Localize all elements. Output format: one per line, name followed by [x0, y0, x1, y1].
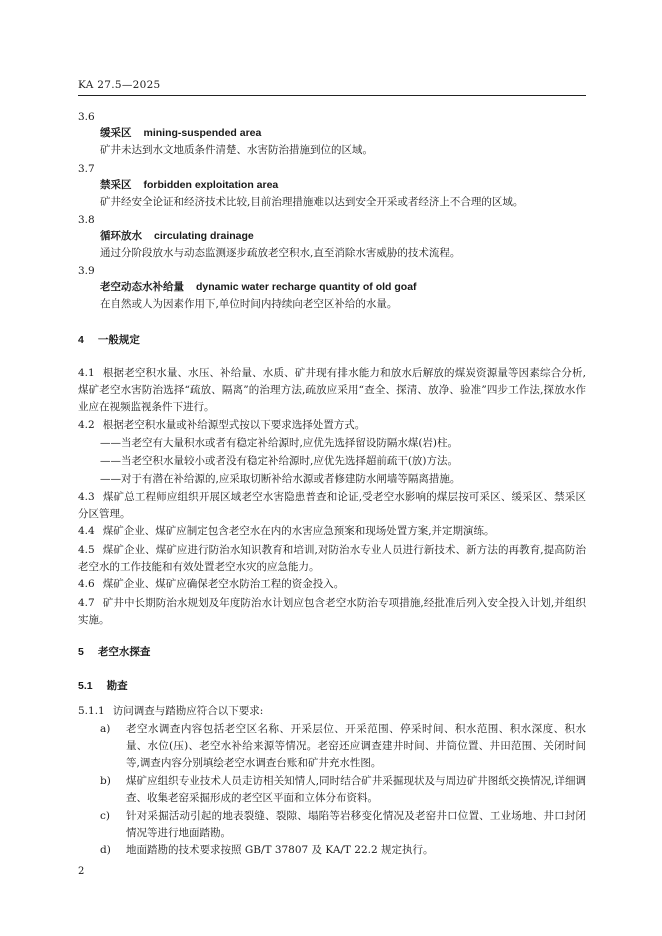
list-item	[100, 843, 586, 857]
term-zh: 循环放水	[100, 230, 142, 242]
section-number: 5	[78, 646, 84, 658]
clause-4-4	[78, 524, 586, 538]
clause-number: 4.2	[78, 419, 95, 431]
term-heading	[100, 280, 417, 294]
clause-number: 4.3	[78, 491, 95, 503]
term-heading	[100, 126, 261, 140]
document-code-header: KA 27.5—2025	[78, 79, 161, 91]
list-item-label: a)	[100, 723, 111, 735]
section-title: 老空水探查	[97, 646, 151, 658]
list-item-text: 老空水调查内容包括老空区名称、开采层位、开采范围、停采时间、积水范围、积水深度、积水量、水位(压)、老空水补给来源等情况。老窑还应调查建井时间、井筒位置、井田范围、关闭时间等,调查内容分别填绘老空水调查台账和矿井充水性图。	[126, 723, 586, 769]
clause-text: 根据老空积水量、水压、补给量、水质、矿井现有排水能力和放水后解放的煤炭资源量等因素综合分析,煤矿老空水害防治选择“疏放、隔离”的治理方法,疏放应采用“查全、探清、放净、验准”四步工作法,探放水作业应在视频监视条件下进行。	[78, 367, 586, 413]
term-en: mining-suspended area	[143, 127, 262, 139]
clause-4-6	[78, 577, 586, 591]
clause-4-1	[78, 365, 586, 416]
term-definition: 在自然或人为因素作用下,单位时间内持续向老空区补给的水量。	[100, 298, 398, 310]
term-heading	[100, 178, 278, 192]
term-number: 3.6	[78, 111, 95, 123]
list-item-label: d)	[100, 844, 111, 856]
term-en: forbidden exploitation area	[143, 179, 279, 191]
clause-number: 4.7	[78, 597, 95, 609]
term-number: 3.9	[78, 265, 95, 277]
list-item-text: 针对采掘活动引起的地表裂缝、裂隙、塌陷等岩移变化情况及老窑井口位置、工业场地、井口封闭情况等进行地面踏勘。	[126, 810, 586, 839]
page-number: 2	[78, 866, 85, 877]
clause-5-1-1	[78, 704, 586, 718]
subsection-number: 5.1	[78, 680, 93, 692]
clause-text: 访问调查与踏勘应符合以下要求:	[112, 705, 264, 717]
dash-item: ——当老空有大量积水或者有稳定补给源时,应优先选择留设防隔水煤(岩)柱。	[100, 437, 459, 449]
term-zh: 老空动态水补给量	[100, 281, 184, 293]
clause-number: 4.1	[78, 367, 95, 379]
list-item	[100, 773, 586, 807]
clause-text: 煤矿企业、煤矿应确保老空水防治工程的资金投入。	[102, 578, 345, 590]
clause-text: 煤矿企业、煤矿应进行防治水知识教育和培训,对防治水专业人员进行新技术、新方法的再教育,提高防治老空水的工作技能和有效处置老空水灾的应急能力。	[78, 544, 586, 573]
clause-text: 煤矿企业、煤矿应制定包含老空水在内的水害应急预案和现场处置方案,并定期演练。	[102, 525, 495, 537]
list-item	[100, 721, 586, 772]
header-rule	[78, 95, 586, 96]
subsection-heading	[78, 679, 128, 693]
clause-4-5	[78, 542, 586, 576]
clause-number: 4.4	[78, 525, 95, 537]
term-definition: 矿井未达到水文地质条件清楚、水害防治措施到位的区域。	[100, 144, 373, 156]
section-number: 4	[78, 334, 84, 346]
clause-4-7	[78, 595, 586, 629]
term-en: circulating drainage	[154, 230, 254, 242]
section-heading	[78, 645, 150, 659]
clause-number: 5.1.1	[78, 705, 105, 717]
clause-text: 矿井中长期防治水规划及年度防治水计划应包含老空水防治专项措施,经批准后列入安全投入计划,并组织实施。	[78, 597, 586, 626]
clause-4-2	[78, 418, 586, 432]
list-item-text: 地面踏勘的技术要求按照 GB/T 37807 及 KA/T 22.2 规定执行。	[126, 844, 434, 856]
clause-number: 4.5	[78, 544, 95, 556]
section-heading	[78, 333, 140, 347]
term-number: 3.8	[78, 214, 95, 226]
term-heading	[100, 229, 254, 243]
term-number: 3.7	[78, 163, 95, 175]
list-item	[100, 808, 586, 842]
clause-text: 煤矿总工程师应组织开展区域老空水害隐患普查和论证,受老空水影响的煤层按可采区、缓采区、禁采区分区管理。	[78, 491, 586, 520]
list-item-text: 煤矿应组织专业技术人员走访相关知情人,同时结合矿井采掘现状及与周边矿井图纸交换情况,详细调查、收集老窑采掘形成的老空区平面和立体分布资料。	[126, 775, 586, 804]
dash-item: ——对于有潜在补给源的,应采取切断补给水源或者修建防水闸墙等隔离措施。	[100, 473, 461, 485]
list-item-label: c)	[100, 810, 110, 822]
term-zh: 禁采区	[100, 179, 132, 191]
clause-text: 根据老空积水量或补给源型式按以下要求选择处置方式。	[102, 419, 366, 431]
term-zh: 缓采区	[100, 127, 132, 139]
term-definition: 通过分阶段放水与动态监测逐步疏放老空积水,直至消除水害威胁的技术流程。	[100, 247, 461, 259]
subsection-title: 勘查	[106, 680, 128, 692]
clause-number: 4.6	[78, 578, 95, 590]
term-en: dynamic water recharge quantity of old goaf	[196, 281, 417, 293]
term-definition: 矿井经安全论证和经济技术比较,目前治理措施难以达到安全开采或者经济上不合理的区域。	[100, 196, 524, 208]
section-title: 一般规定	[97, 334, 140, 346]
list-item-label: b)	[100, 775, 111, 787]
clause-4-3	[78, 489, 586, 523]
dash-item: ——当老空积水量较小或者没有稳定补给源时,应优先选择超前疏干(放)方法。	[100, 455, 459, 467]
